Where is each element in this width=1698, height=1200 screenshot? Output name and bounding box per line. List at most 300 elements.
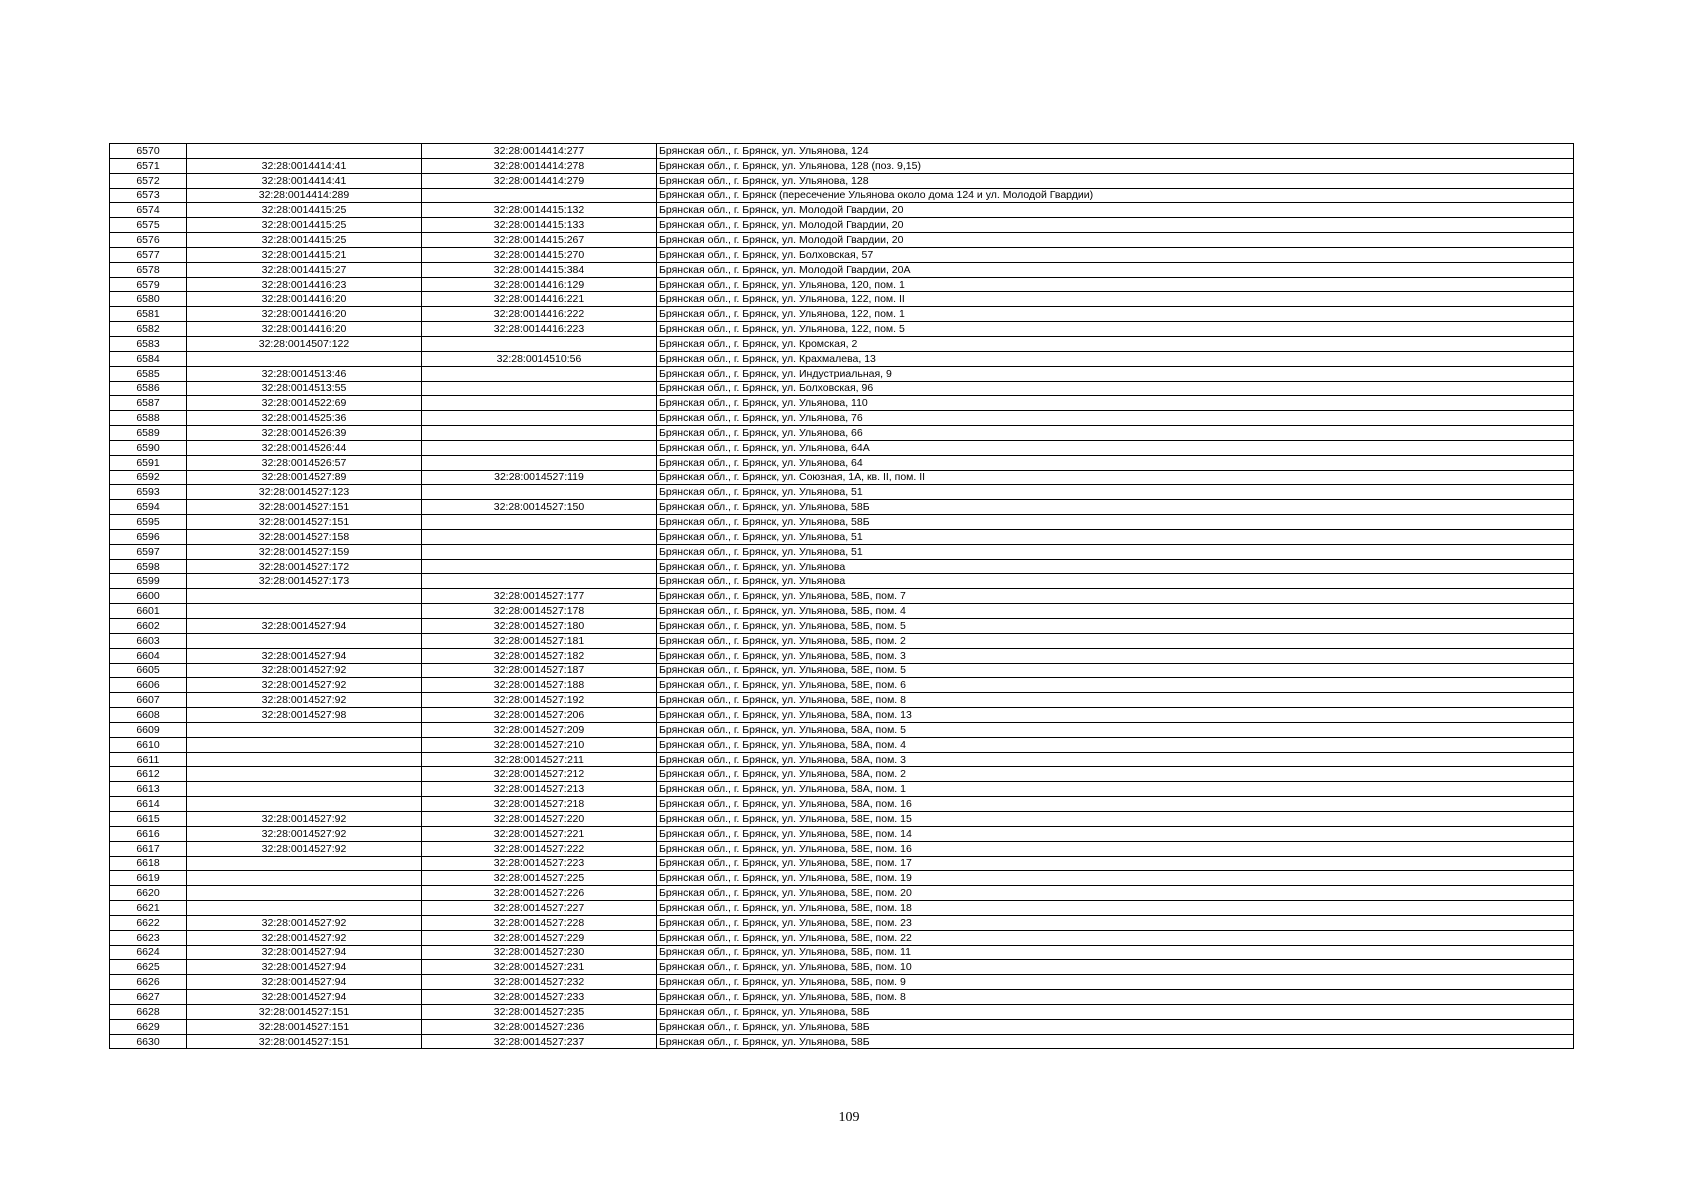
cadastral-object-cell: 32:28:0014527:231: [422, 960, 657, 975]
table-row: [110, 990, 1574, 1005]
address-cell: Брянская обл., г. Брянск, ул. Ульянова, 58Е, пом. 5: [657, 663, 1574, 678]
row-number-cell: 6588: [110, 411, 187, 426]
address-cell: Брянская обл., г. Брянск, ул. Ульянова, 122, пом. II: [657, 292, 1574, 307]
table-row: [110, 559, 1574, 574]
cadastral-parcel-cell: 32:28:0014527:151: [187, 515, 422, 530]
cadastral-parcel-cell: [187, 752, 422, 767]
table-row: [110, 960, 1574, 975]
table-row: [110, 247, 1574, 262]
cadastral-object-cell: 32:28:0014527:235: [422, 1004, 657, 1019]
table-row: [110, 144, 1574, 159]
address-cell: Брянская обл., г. Брянск, ул. Ульянова, 51: [657, 485, 1574, 500]
cadastral-parcel-cell: 32:28:0014526:57: [187, 455, 422, 470]
cadastral-parcel-cell: 32:28:0014522:69: [187, 396, 422, 411]
cadastral-object-cell: [422, 336, 657, 351]
cadastral-object-cell: 32:28:0014527:213: [422, 782, 657, 797]
cadastral-object-cell: 32:28:0014527:211: [422, 752, 657, 767]
cadastral-parcel-cell: [187, 144, 422, 159]
address-cell: Брянская обл., г. Брянск, ул. Ульянова, 110: [657, 396, 1574, 411]
cadastral-object-cell: [422, 529, 657, 544]
cadastral-object-cell: 32:28:0014527:187: [422, 663, 657, 678]
table-row: [110, 411, 1574, 426]
cadastral-parcel-cell: [187, 782, 422, 797]
row-number-cell: 6576: [110, 233, 187, 248]
address-cell: Брянская обл., г. Брянск, ул. Ульянова, 58Б, пом. 5: [657, 619, 1574, 634]
table-row: [110, 826, 1574, 841]
cadastral-parcel-cell: 32:28:0014527:94: [187, 945, 422, 960]
cadastral-parcel-cell: 32:28:0014416:23: [187, 277, 422, 292]
cadastral-parcel-cell: [187, 767, 422, 782]
cadastral-parcel-cell: 32:28:0014527:159: [187, 544, 422, 559]
cadastral-object-cell: 32:28:0014414:278: [422, 158, 657, 173]
row-number-cell: 6617: [110, 841, 187, 856]
cadastral-object-cell: 32:28:0014527:180: [422, 619, 657, 634]
address-cell: Брянская обл., г. Брянск, ул. Ульянова, 122, пом. 1: [657, 307, 1574, 322]
table-row: [110, 797, 1574, 812]
cadastral-parcel-cell: 32:28:0014415:21: [187, 247, 422, 262]
cadastral-parcel-cell: 32:28:0014513:55: [187, 381, 422, 396]
table-row: [110, 604, 1574, 619]
row-number-cell: 6574: [110, 203, 187, 218]
cadastral-object-cell: 32:28:0014527:226: [422, 886, 657, 901]
cadastral-parcel-cell: 32:28:0014414:41: [187, 158, 422, 173]
cadastral-parcel-cell: 32:28:0014415:25: [187, 218, 422, 233]
address-cell: Брянская обл., г. Брянск, ул. Ульянова, 58А, пом. 3: [657, 752, 1574, 767]
cadastral-parcel-cell: [187, 722, 422, 737]
property-registry-table: [109, 143, 1574, 1049]
address-cell: Брянская обл., г. Брянск, ул. Ульянова, 58Е, пом. 19: [657, 871, 1574, 886]
cadastral-object-cell: 32:28:0014527:233: [422, 990, 657, 1005]
address-cell: Брянская обл., г. Брянск, ул. Ульянова, 124: [657, 144, 1574, 159]
address-cell: Брянская обл., г. Брянск, ул. Ульянова, 58Е, пом. 17: [657, 856, 1574, 871]
cadastral-parcel-cell: 32:28:0014416:20: [187, 307, 422, 322]
address-cell: Брянская обл., г. Брянск, ул. Ульянова, 120, пом. 1: [657, 277, 1574, 292]
address-cell: Брянская обл., г. Брянск, ул. Ульянова, 58А, пом. 13: [657, 708, 1574, 723]
table-row: [110, 158, 1574, 173]
row-number-cell: 6630: [110, 1034, 187, 1049]
address-cell: Брянская обл., г. Брянск, ул. Ульянова, 122, пом. 5: [657, 322, 1574, 337]
cadastral-parcel-cell: 32:28:0014526:44: [187, 440, 422, 455]
table-row: [110, 708, 1574, 723]
address-cell: Брянская обл., г. Брянск, ул. Ульянова, 66: [657, 426, 1574, 441]
table-row: [110, 945, 1574, 960]
table-row: [110, 381, 1574, 396]
cadastral-object-cell: 32:28:0014527:237: [422, 1034, 657, 1049]
address-cell: Брянская обл., г. Брянск, ул. Ульянова, 58Б: [657, 515, 1574, 530]
table-row: [110, 470, 1574, 485]
cadastral-parcel-cell: 32:28:0014527:92: [187, 826, 422, 841]
table-row: [110, 574, 1574, 589]
row-number-cell: 6600: [110, 589, 187, 604]
row-number-cell: 6595: [110, 515, 187, 530]
cadastral-object-cell: 32:28:0014527:150: [422, 500, 657, 515]
row-number-cell: 6616: [110, 826, 187, 841]
row-number-cell: 6599: [110, 574, 187, 589]
cadastral-object-cell: 32:28:0014527:225: [422, 871, 657, 886]
table-row: [110, 500, 1574, 515]
cadastral-parcel-cell: 32:28:0014527:158: [187, 529, 422, 544]
address-cell: Брянская обл., г. Брянск, ул. Ульянова, 58Е, пом. 18: [657, 901, 1574, 916]
cadastral-parcel-cell: 32:28:0014527:94: [187, 619, 422, 634]
cadastral-parcel-cell: 32:28:0014527:151: [187, 1019, 422, 1034]
address-cell: Брянская обл., г. Брянск, ул. Болховская, 96: [657, 381, 1574, 396]
cadastral-parcel-cell: 32:28:0014415:25: [187, 233, 422, 248]
cadastral-object-cell: [422, 485, 657, 500]
address-cell: Брянская обл., г. Брянск, ул. Ульянова, 58Б, пом. 11: [657, 945, 1574, 960]
table-row: [110, 292, 1574, 307]
row-number-cell: 6620: [110, 886, 187, 901]
cadastral-object-cell: 32:28:0014527:230: [422, 945, 657, 960]
address-cell: Брянская обл., г. Брянск, ул. Ульянова: [657, 574, 1574, 589]
table-row: [110, 648, 1574, 663]
table-row: [110, 485, 1574, 500]
table-row: [110, 515, 1574, 530]
address-cell: Брянская обл., г. Брянск, ул. Ульянова, 58Е, пом. 20: [657, 886, 1574, 901]
row-number-cell: 6585: [110, 366, 187, 381]
table-row: [110, 901, 1574, 916]
address-cell: Брянская обл., г. Брянск, ул. Ульянова, 58Б, пом. 9: [657, 975, 1574, 990]
address-cell: Брянская обл., г. Брянск, ул. Ульянова, 58Б, пом. 3: [657, 648, 1574, 663]
cadastral-object-cell: 32:28:0014527:229: [422, 930, 657, 945]
row-number-cell: 6614: [110, 797, 187, 812]
cadastral-object-cell: 32:28:0014416:222: [422, 307, 657, 322]
address-cell: Брянская обл., г. Брянск, ул. Кромская, 2: [657, 336, 1574, 351]
address-cell: Брянская обл., г. Брянск, ул. Ульянова, 58Е, пом. 15: [657, 811, 1574, 826]
cadastral-object-cell: 32:28:0014527:206: [422, 708, 657, 723]
table-row: [110, 589, 1574, 604]
row-number-cell: 6608: [110, 708, 187, 723]
cadastral-parcel-cell: 32:28:0014527:94: [187, 975, 422, 990]
cadastral-parcel-cell: [187, 886, 422, 901]
table-row: [110, 203, 1574, 218]
table-row: [110, 1034, 1574, 1049]
address-cell: Брянская обл., г. Брянск, ул. Ульянова, 76: [657, 411, 1574, 426]
row-number-cell: 6610: [110, 737, 187, 752]
cadastral-object-cell: [422, 411, 657, 426]
address-cell: Брянская обл., г. Брянск, ул. Ульянова, 128 (поз. 9,15): [657, 158, 1574, 173]
cadastral-parcel-cell: [187, 901, 422, 916]
row-number-cell: 6609: [110, 722, 187, 737]
table-row: [110, 188, 1574, 203]
cadastral-object-cell: 32:28:0014415:133: [422, 218, 657, 233]
cadastral-parcel-cell: 32:28:0014527:151: [187, 500, 422, 515]
address-cell: Брянская обл., г. Брянск, ул. Молодой Гвардии, 20: [657, 233, 1574, 248]
row-number-cell: 6587: [110, 396, 187, 411]
cadastral-parcel-cell: 32:28:0014416:20: [187, 292, 422, 307]
cadastral-object-cell: 32:28:0014415:270: [422, 247, 657, 262]
row-number-cell: 6628: [110, 1004, 187, 1019]
cadastral-object-cell: 32:28:0014416:223: [422, 322, 657, 337]
address-cell: Брянская обл., г. Брянск, ул. Ульянова, 58Б, пом. 4: [657, 604, 1574, 619]
cadastral-parcel-cell: 32:28:0014527:98: [187, 708, 422, 723]
row-number-cell: 6627: [110, 990, 187, 1005]
row-number-cell: 6583: [110, 336, 187, 351]
cadastral-object-cell: 32:28:0014527:181: [422, 633, 657, 648]
cadastral-object-cell: 32:28:0014527:182: [422, 648, 657, 663]
table-row: [110, 722, 1574, 737]
table-row: [110, 619, 1574, 634]
table-row: [110, 678, 1574, 693]
table-row: [110, 1019, 1574, 1034]
row-number-cell: 6584: [110, 351, 187, 366]
row-number-cell: 6579: [110, 277, 187, 292]
row-number-cell: 6626: [110, 975, 187, 990]
row-number-cell: 6611: [110, 752, 187, 767]
table-row: [110, 336, 1574, 351]
table-row: [110, 233, 1574, 248]
cadastral-parcel-cell: 32:28:0014527:151: [187, 1004, 422, 1019]
cadastral-object-cell: [422, 381, 657, 396]
address-cell: Брянская обл., г. Брянск, ул. Молодой Гвардии, 20: [657, 203, 1574, 218]
table-row: [110, 752, 1574, 767]
cadastral-object-cell: 32:28:0014527:218: [422, 797, 657, 812]
cadastral-object-cell: 32:28:0014527:236: [422, 1019, 657, 1034]
cadastral-parcel-cell: 32:28:0014527:123: [187, 485, 422, 500]
address-cell: Брянская обл., г. Брянск, ул. Ульянова, 58Б, пом. 7: [657, 589, 1574, 604]
row-number-cell: 6598: [110, 559, 187, 574]
table-row: [110, 440, 1574, 455]
cadastral-object-cell: 32:28:0014527:220: [422, 811, 657, 826]
cadastral-parcel-cell: 32:28:0014527:92: [187, 930, 422, 945]
cadastral-parcel-cell: 32:28:0014527:92: [187, 663, 422, 678]
cadastral-object-cell: 32:28:0014416:129: [422, 277, 657, 292]
cadastral-parcel-cell: 32:28:0014414:41: [187, 173, 422, 188]
row-number-cell: 6590: [110, 440, 187, 455]
row-number-cell: 6624: [110, 945, 187, 960]
address-cell: Брянская обл., г. Брянск, ул. Ульянова, 58Е, пом. 6: [657, 678, 1574, 693]
row-number-cell: 6573: [110, 188, 187, 203]
row-number-cell: 6597: [110, 544, 187, 559]
cadastral-parcel-cell: 32:28:0014507:122: [187, 336, 422, 351]
row-number-cell: 6577: [110, 247, 187, 262]
address-cell: Брянская обл., г. Брянск, ул. Ульянова, 58А, пом. 2: [657, 767, 1574, 782]
cadastral-parcel-cell: 32:28:0014525:36: [187, 411, 422, 426]
address-cell: Брянская обл., г. Брянск, ул. Ульянова, 58А, пом. 4: [657, 737, 1574, 752]
cadastral-object-cell: 32:28:0014527:178: [422, 604, 657, 619]
row-number-cell: 6591: [110, 455, 187, 470]
address-cell: Брянская обл., г. Брянск, ул. Ульянова, 58А, пом. 1: [657, 782, 1574, 797]
cadastral-object-cell: 32:28:0014414:277: [422, 144, 657, 159]
cadastral-object-cell: 32:28:0014527:177: [422, 589, 657, 604]
cadastral-object-cell: 32:28:0014415:267: [422, 233, 657, 248]
address-cell: Брянская обл., г. Брянск (пересечение Ульянова около дома 124 и ул. Молодой Гвардии): [657, 188, 1574, 203]
cadastral-parcel-cell: 32:28:0014415:25: [187, 203, 422, 218]
row-number-cell: 6607: [110, 693, 187, 708]
address-cell: Брянская обл., г. Брянск, ул. Молодой Гвардии, 20А: [657, 262, 1574, 277]
cadastral-parcel-cell: 32:28:0014527:92: [187, 693, 422, 708]
cadastral-parcel-cell: [187, 871, 422, 886]
row-number-cell: 6571: [110, 158, 187, 173]
cadastral-parcel-cell: 32:28:0014527:92: [187, 678, 422, 693]
cadastral-parcel-cell: 32:28:0014527:173: [187, 574, 422, 589]
table-row: [110, 322, 1574, 337]
row-number-cell: 6605: [110, 663, 187, 678]
cadastral-object-cell: [422, 188, 657, 203]
cadastral-object-cell: [422, 366, 657, 381]
cadastral-object-cell: [422, 574, 657, 589]
address-cell: Брянская обл., г. Брянск, ул. Ульянова, 58Е, пом. 14: [657, 826, 1574, 841]
row-number-cell: 6625: [110, 960, 187, 975]
table-row: [110, 975, 1574, 990]
cadastral-parcel-cell: [187, 737, 422, 752]
cadastral-object-cell: 32:28:0014510:56: [422, 351, 657, 366]
table-row: [110, 396, 1574, 411]
address-cell: Брянская обл., г. Брянск, ул. Ульянова, 58Е, пом. 22: [657, 930, 1574, 945]
table-row: [110, 455, 1574, 470]
table-row: [110, 915, 1574, 930]
cadastral-object-cell: 32:28:0014527:227: [422, 901, 657, 916]
cadastral-parcel-cell: [187, 351, 422, 366]
cadastral-parcel-cell: 32:28:0014527:172: [187, 559, 422, 574]
address-cell: Брянская обл., г. Брянск, ул. Ульянова, 58Б: [657, 1019, 1574, 1034]
cadastral-object-cell: 32:28:0014527:221: [422, 826, 657, 841]
cadastral-parcel-cell: [187, 604, 422, 619]
cadastral-parcel-cell: 32:28:0014415:27: [187, 262, 422, 277]
row-number-cell: 6619: [110, 871, 187, 886]
cadastral-object-cell: [422, 515, 657, 530]
address-cell: Брянская обл., г. Брянск, ул. Ульянова, 128: [657, 173, 1574, 188]
table-row: [110, 633, 1574, 648]
row-number-cell: 6623: [110, 930, 187, 945]
address-cell: Брянская обл., г. Брянск, ул. Ульянова, 58А, пом. 5: [657, 722, 1574, 737]
row-number-cell: 6596: [110, 529, 187, 544]
table-row: [110, 693, 1574, 708]
cadastral-parcel-cell: 32:28:0014527:92: [187, 915, 422, 930]
address-cell: Брянская обл., г. Брянск, ул. Ульянова, 58Б: [657, 500, 1574, 515]
row-number-cell: 6594: [110, 500, 187, 515]
table-row: [110, 218, 1574, 233]
row-number-cell: 6582: [110, 322, 187, 337]
page-number: 109: [838, 1110, 860, 1125]
cadastral-object-cell: 32:28:0014527:192: [422, 693, 657, 708]
cadastral-parcel-cell: [187, 797, 422, 812]
cadastral-parcel-cell: [187, 589, 422, 604]
address-cell: Брянская обл., г. Брянск, ул. Ульянова, 58Е, пом. 16: [657, 841, 1574, 856]
cadastral-object-cell: [422, 396, 657, 411]
cadastral-object-cell: [422, 426, 657, 441]
address-cell: Брянская обл., г. Брянск, ул. Ульянова, 64: [657, 455, 1574, 470]
table-row: [110, 426, 1574, 441]
address-cell: Брянская обл., г. Брянск, ул. Ульянова, 58Е, пом. 8: [657, 693, 1574, 708]
cadastral-parcel-cell: 32:28:0014527:89: [187, 470, 422, 485]
cadastral-parcel-cell: 32:28:0014416:20: [187, 322, 422, 337]
cadastral-parcel-cell: 32:28:0014527:94: [187, 648, 422, 663]
address-cell: Брянская обл., г. Брянск, ул. Ульянова, 51: [657, 529, 1574, 544]
table-row: [110, 930, 1574, 945]
cadastral-object-cell: 32:28:0014527:223: [422, 856, 657, 871]
row-number-cell: 6603: [110, 633, 187, 648]
cadastral-object-cell: 32:28:0014527:209: [422, 722, 657, 737]
table-row: [110, 366, 1574, 381]
cadastral-object-cell: 32:28:0014414:279: [422, 173, 657, 188]
table-row: [110, 277, 1574, 292]
cadastral-object-cell: 32:28:0014527:232: [422, 975, 657, 990]
table-row: [110, 871, 1574, 886]
cadastral-object-cell: 32:28:0014415:384: [422, 262, 657, 277]
row-number-cell: 6578: [110, 262, 187, 277]
cadastral-parcel-cell: 32:28:0014527:151: [187, 1034, 422, 1049]
cadastral-object-cell: 32:28:0014527:210: [422, 737, 657, 752]
address-cell: Брянская обл., г. Брянск, ул. Ульянова, 58Б, пом. 10: [657, 960, 1574, 975]
cadastral-parcel-cell: 32:28:0014527:94: [187, 960, 422, 975]
row-number-cell: 6613: [110, 782, 187, 797]
row-number-cell: 6615: [110, 811, 187, 826]
address-cell: Брянская обл., г. Брянск, ул. Ульянова, 58Б, пом. 2: [657, 633, 1574, 648]
row-number-cell: 6575: [110, 218, 187, 233]
address-cell: Брянская обл., г. Брянск, ул. Ульянова, 58Б, пом. 8: [657, 990, 1574, 1005]
cadastral-object-cell: [422, 440, 657, 455]
row-number-cell: 6580: [110, 292, 187, 307]
address-cell: Брянская обл., г. Брянск, ул. Ульянова, 51: [657, 544, 1574, 559]
row-number-cell: 6618: [110, 856, 187, 871]
table-row: [110, 841, 1574, 856]
table-row: [110, 737, 1574, 752]
address-cell: Брянская обл., г. Брянск, ул. Молодой Гвардии, 20: [657, 218, 1574, 233]
row-number-cell: 6593: [110, 485, 187, 500]
table-row: [110, 782, 1574, 797]
row-number-cell: 6601: [110, 604, 187, 619]
table-row: [110, 529, 1574, 544]
address-cell: Брянская обл., г. Брянск, ул. Болховская, 57: [657, 247, 1574, 262]
row-number-cell: 6606: [110, 678, 187, 693]
address-cell: Брянская обл., г. Брянск, ул. Союзная, 1А, кв. II, пом. II: [657, 470, 1574, 485]
row-number-cell: 6592: [110, 470, 187, 485]
address-cell: Брянская обл., г. Брянск, ул. Ульянова, 58Б: [657, 1034, 1574, 1049]
table-row: [110, 886, 1574, 901]
registry-table-body: [110, 144, 1574, 1049]
row-number-cell: 6581: [110, 307, 187, 322]
cadastral-parcel-cell: 32:28:0014527:92: [187, 841, 422, 856]
cadastral-object-cell: 32:28:0014527:222: [422, 841, 657, 856]
cadastral-object-cell: 32:28:0014415:132: [422, 203, 657, 218]
cadastral-object-cell: 32:28:0014527:119: [422, 470, 657, 485]
cadastral-object-cell: 32:28:0014527:188: [422, 678, 657, 693]
cadastral-object-cell: [422, 455, 657, 470]
row-number-cell: 6612: [110, 767, 187, 782]
row-number-cell: 6570: [110, 144, 187, 159]
row-number-cell: 6589: [110, 426, 187, 441]
cadastral-object-cell: [422, 559, 657, 574]
table-row: [110, 663, 1574, 678]
cadastral-object-cell: 32:28:0014527:228: [422, 915, 657, 930]
table-row: [110, 173, 1574, 188]
cadastral-parcel-cell: 32:28:0014527:92: [187, 811, 422, 826]
address-cell: Брянская обл., г. Брянск, ул. Крахмалева, 13: [657, 351, 1574, 366]
table-row: [110, 262, 1574, 277]
row-number-cell: 6604: [110, 648, 187, 663]
row-number-cell: 6572: [110, 173, 187, 188]
cadastral-parcel-cell: 32:28:0014513:46: [187, 366, 422, 381]
cadastral-object-cell: 32:28:0014416:221: [422, 292, 657, 307]
cadastral-parcel-cell: 32:28:0014527:94: [187, 990, 422, 1005]
address-cell: Брянская обл., г. Брянск, ул. Ульянова, 58А, пом. 16: [657, 797, 1574, 812]
cadastral-parcel-cell: 32:28:0014414:289: [187, 188, 422, 203]
address-cell: Брянская обл., г. Брянск, ул. Ульянова: [657, 559, 1574, 574]
cadastral-parcel-cell: [187, 633, 422, 648]
address-cell: Брянская обл., г. Брянск, ул. Индустриальная, 9: [657, 366, 1574, 381]
address-cell: Брянская обл., г. Брянск, ул. Ульянова, 64А: [657, 440, 1574, 455]
row-number-cell: 6586: [110, 381, 187, 396]
row-number-cell: 6621: [110, 901, 187, 916]
table-row: [110, 351, 1574, 366]
address-cell: Брянская обл., г. Брянск, ул. Ульянова, 58Б: [657, 1004, 1574, 1019]
table-row: [110, 767, 1574, 782]
cadastral-object-cell: [422, 544, 657, 559]
table-row: [110, 811, 1574, 826]
row-number-cell: 6602: [110, 619, 187, 634]
cadastral-object-cell: 32:28:0014527:212: [422, 767, 657, 782]
row-number-cell: 6629: [110, 1019, 187, 1034]
